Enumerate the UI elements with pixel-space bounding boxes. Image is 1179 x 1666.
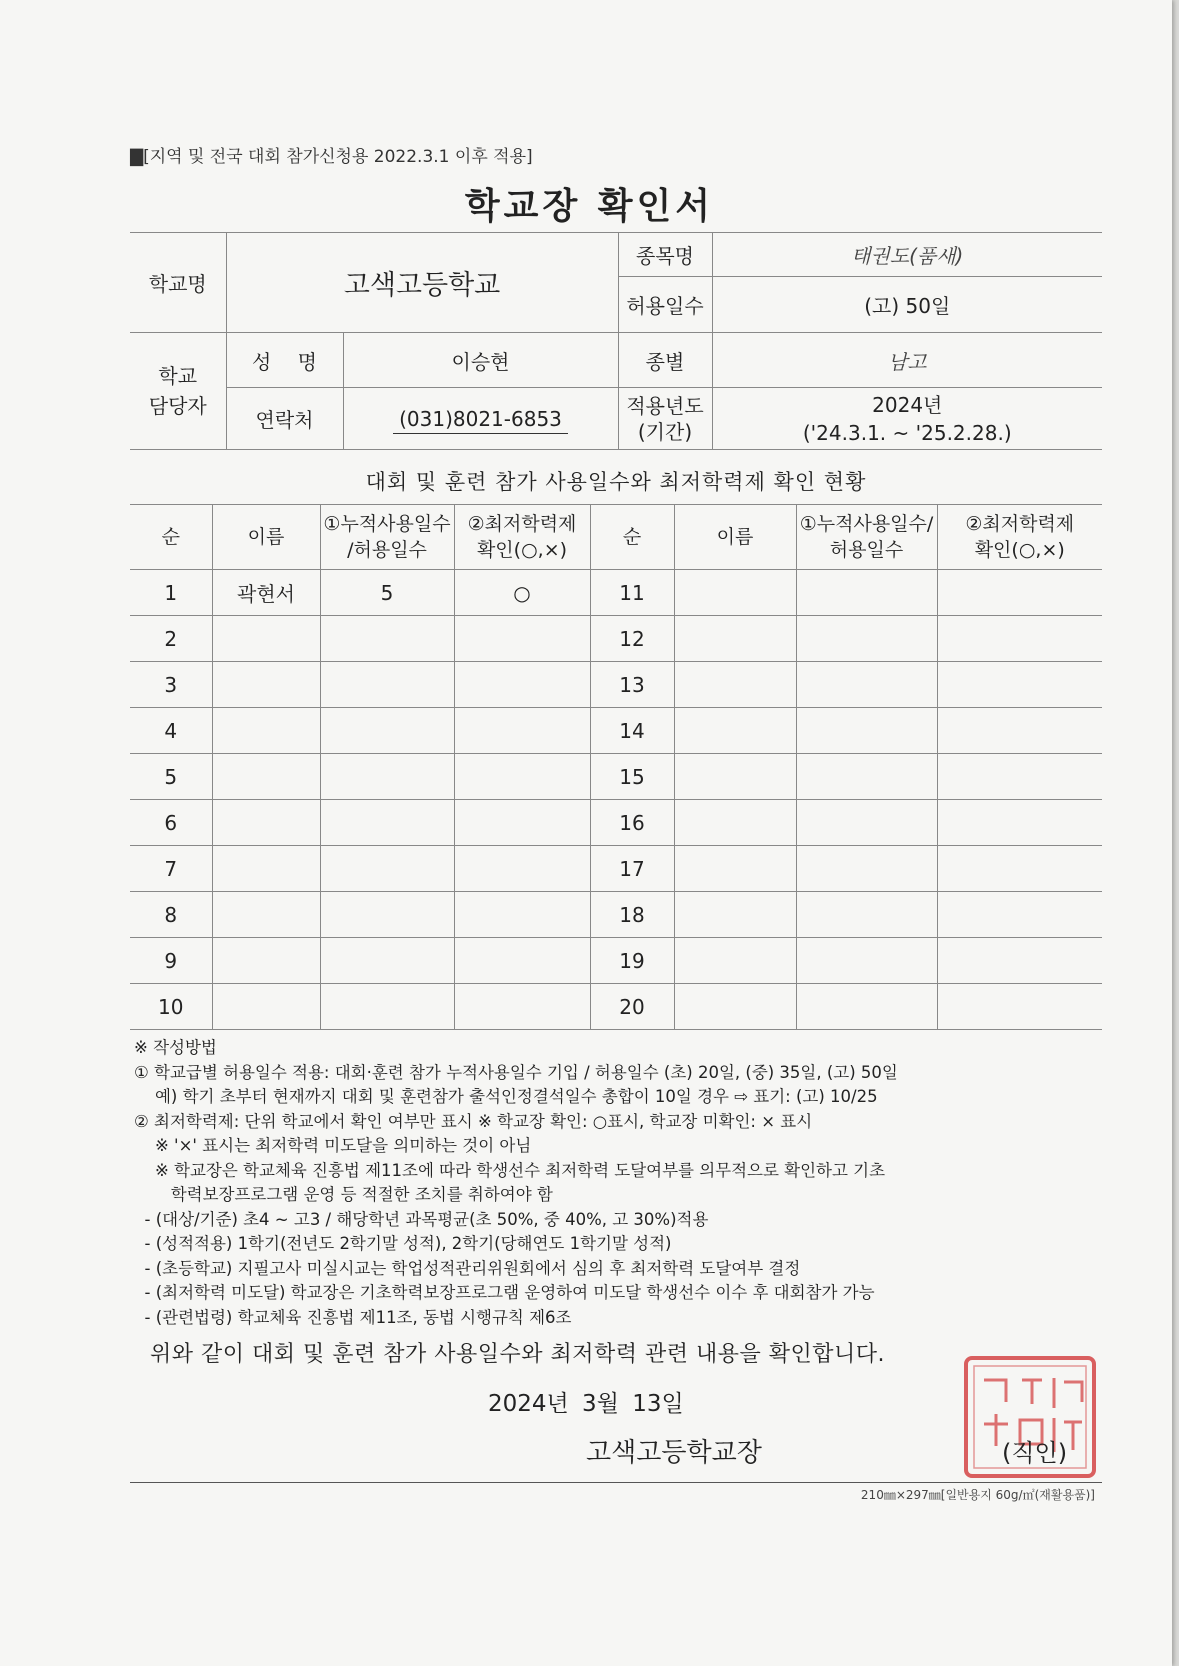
row-name-right <box>674 662 796 708</box>
header-name-left: 이름 <box>212 505 320 570</box>
instruction-line: 예) 학기 초부터 현재까지 대회 및 훈련참가 출석인정결석일수 총합이 10일 경우 ⇨ 표기: (고) 10/25 <box>134 1087 878 1106</box>
row-name-left <box>212 662 320 708</box>
table-row <box>130 800 1102 846</box>
row-check-left <box>454 938 590 984</box>
row-check-left <box>454 800 590 846</box>
row-days-right <box>796 708 937 754</box>
row-days-right <box>796 754 937 800</box>
seal-label: (직인) <box>1002 1439 1068 1467</box>
instruction-line: - (최저학력 미도달) 학교장은 기초학력보장프로그램 운영하여 미도달 학생선수 이수 후 대회참가 가능 <box>134 1283 875 1302</box>
row-name-right <box>674 892 796 938</box>
row-days-left <box>320 938 454 984</box>
instruction-line: ① 학교급별 허용일수 적용: 대회·훈련 참가 누적사용일수 기입 / 허용일수 (초) 20일, (중) 35일, (고) 50일 <box>134 1062 898 1082</box>
school-info-table <box>130 232 1102 450</box>
row-check-right <box>937 800 1102 846</box>
row-check-right <box>937 662 1102 708</box>
instruction-line: ※ 작성방법 <box>134 1038 217 1057</box>
row-name-right <box>674 708 796 754</box>
category-value: 남고 <box>712 333 1102 388</box>
contact-label: 연락처 <box>226 388 343 450</box>
row-days-right <box>796 570 937 616</box>
row-no-right: 14 <box>590 708 674 754</box>
row-no-right: 13 <box>590 662 674 708</box>
principal-title: 고색고등학교장 <box>586 1438 762 1468</box>
instruction-line: ② 최저학력제: 단위 학교에서 확인 여부만 표시 ※ 학교장 확인: ○표시, 학교장 미확인: × 표시 <box>134 1111 813 1131</box>
row-days-left: 5 <box>320 570 454 616</box>
row-no-right: 11 <box>590 570 674 616</box>
header-name-right: 이름 <box>674 505 796 570</box>
school-name-value: 고색고등학교 <box>226 233 618 333</box>
manager-label: 학교 담당자 <box>130 333 226 450</box>
header-days-right: ①누적사용일수/ 허용일수 <box>796 505 937 570</box>
header-no-right: 순 <box>590 505 674 570</box>
sport-value: 태권도(품새) <box>712 233 1102 277</box>
row-check-right <box>937 938 1102 984</box>
row-no-left: 10 <box>130 984 212 1030</box>
row-days-right <box>796 616 937 662</box>
row-days-left <box>320 892 454 938</box>
signing-date: 2024년 3월 13일 <box>488 1391 684 1417</box>
table-row <box>130 708 1102 754</box>
row-name-left <box>212 846 320 892</box>
row-no-left: 7 <box>130 846 212 892</box>
row-days-right <box>796 800 937 846</box>
manager-name-label: 성 명 <box>226 333 343 388</box>
row-check-left <box>454 846 590 892</box>
row-no-left: 2 <box>130 616 212 662</box>
allowed-days-value: (고) 50일 <box>712 277 1102 333</box>
row-no-right: 12 <box>590 616 674 662</box>
row-no-right: 20 <box>590 984 674 1030</box>
school-name-label: 학교명 <box>130 233 226 333</box>
row-check-left <box>454 708 590 754</box>
row-name-left <box>212 754 320 800</box>
table-row <box>130 846 1102 892</box>
row-no-left: 8 <box>130 892 212 938</box>
confirmation-statement: 위와 같이 대회 및 훈련 참가 사용일수와 최저학력 관련 내용을 확인합니다. <box>150 1342 885 1367</box>
row-check-left <box>454 754 590 800</box>
row-name-right <box>674 754 796 800</box>
form-header-note: ▇[지역 및 전국 대회 참가신청용 2022.3.1 이후 적용] <box>130 147 533 167</box>
row-check-right <box>937 846 1102 892</box>
row-name-right <box>674 800 796 846</box>
row-no-left: 5 <box>130 754 212 800</box>
year-cell <box>712 388 1102 450</box>
row-days-right <box>796 938 937 984</box>
row-days-right <box>796 662 937 708</box>
participation-table <box>130 504 1102 1030</box>
row-check-right <box>937 754 1102 800</box>
row-no-right: 19 <box>590 938 674 984</box>
row-days-left <box>320 754 454 800</box>
row-days-left <box>320 708 454 754</box>
instruction-line: - (대상/기준) 초4 ~ 고3 / 해당학년 과목평균(초 50%, 중 40%, 고 30%)적용 <box>134 1209 709 1229</box>
header-check-right: ②최저학력제 확인(○,×) <box>937 505 1102 570</box>
row-name-right <box>674 938 796 984</box>
row-name-left <box>212 892 320 938</box>
row-name-right <box>674 984 796 1030</box>
row-name-left <box>212 708 320 754</box>
manager-name-value: 이승현 <box>343 333 618 388</box>
paper-specification: 210㎜×297㎜[일반용지 60g/㎡(재활용품)] <box>860 1488 1095 1502</box>
row-check-left <box>454 984 590 1030</box>
table-row <box>130 662 1102 708</box>
allowed-days-label: 허용일수 <box>618 277 712 333</box>
document-title: 학교장 확인서 <box>464 186 715 227</box>
row-check-right <box>937 708 1102 754</box>
row-name-left: 곽현서 <box>212 570 320 616</box>
row-days-left <box>320 662 454 708</box>
row-days-left <box>320 984 454 1030</box>
row-check-left <box>454 662 590 708</box>
row-check-right <box>937 984 1102 1030</box>
row-name-left <box>212 616 320 662</box>
contact-value: (031)8021-6853 <box>393 407 568 434</box>
year-value: 2024년 <box>872 392 943 417</box>
row-days-right <box>796 892 937 938</box>
period-value: ('24.3.1. ~ '25.2.28.) <box>802 420 1012 445</box>
row-days-left <box>320 616 454 662</box>
row-check-right <box>937 892 1102 938</box>
row-no-left: 3 <box>130 662 212 708</box>
writing-instructions <box>134 1036 1094 1330</box>
table-header-row <box>130 505 1102 570</box>
row-check-left <box>454 892 590 938</box>
row-no-left: 1 <box>130 570 212 616</box>
row-days-left <box>320 846 454 892</box>
row-name-right <box>674 570 796 616</box>
row-days-left <box>320 800 454 846</box>
row-name-left <box>212 984 320 1030</box>
row-name-left <box>212 938 320 984</box>
section-title: 대회 및 훈련 참가 사용일수와 최저학력제 확인 현황 <box>365 470 867 494</box>
row-days-right <box>796 846 937 892</box>
row-check-left <box>454 616 590 662</box>
table-row <box>130 984 1102 1030</box>
sport-label: 종목명 <box>618 233 712 277</box>
table-row <box>130 616 1102 662</box>
instruction-line: ※ 학교장은 학교체육 진흥법 제11조에 따라 학생선수 최저학력 도달여부를 의무적으로 확인하고 기초 <box>134 1160 886 1180</box>
instruction-line: ※ '×' 표시는 최저학력 미도달을 의미하는 것이 아님 <box>134 1136 532 1155</box>
table-row <box>130 938 1102 984</box>
row-no-right: 17 <box>590 846 674 892</box>
row-check-right <box>937 570 1102 616</box>
row-no-right: 16 <box>590 800 674 846</box>
header-no-left: 순 <box>130 505 212 570</box>
row-name-right <box>674 846 796 892</box>
header-check-left: ②최저학력제 확인(○,×) <box>454 505 590 570</box>
row-check-left: ○ <box>454 570 590 616</box>
instruction-line: 학력보장프로그램 운영 등 적절한 조치를 취하여야 함 <box>134 1185 553 1204</box>
row-days-right <box>796 984 937 1030</box>
row-no-left: 9 <box>130 938 212 984</box>
year-label: 적용년도 (기간) <box>618 388 712 450</box>
instruction-line: - (성적적용) 1학기(전년도 2학기말 성적), 2학기(당해연도 1학기말 성적) <box>134 1234 672 1253</box>
row-no-left: 6 <box>130 800 212 846</box>
table-row <box>130 754 1102 800</box>
row-check-right <box>937 616 1102 662</box>
instruction-line: - (초등학교) 지필고사 미실시교는 학업성적관리위원회에서 심의 후 최저학력 도달여부 결정 <box>134 1258 801 1278</box>
row-name-left <box>212 800 320 846</box>
row-no-left: 4 <box>130 708 212 754</box>
row-no-right: 18 <box>590 892 674 938</box>
category-label: 종별 <box>618 333 712 388</box>
table-row <box>130 570 1102 616</box>
row-name-right <box>674 616 796 662</box>
footer-divider <box>130 1482 1102 1483</box>
row-no-right: 15 <box>590 754 674 800</box>
instruction-line: - (관련법령) 학교체육 진흥법 제11조, 동법 시행규칙 제6조 <box>134 1307 572 1327</box>
table-row <box>130 892 1102 938</box>
header-days-left: ①누적사용일수 /허용일수 <box>320 505 454 570</box>
